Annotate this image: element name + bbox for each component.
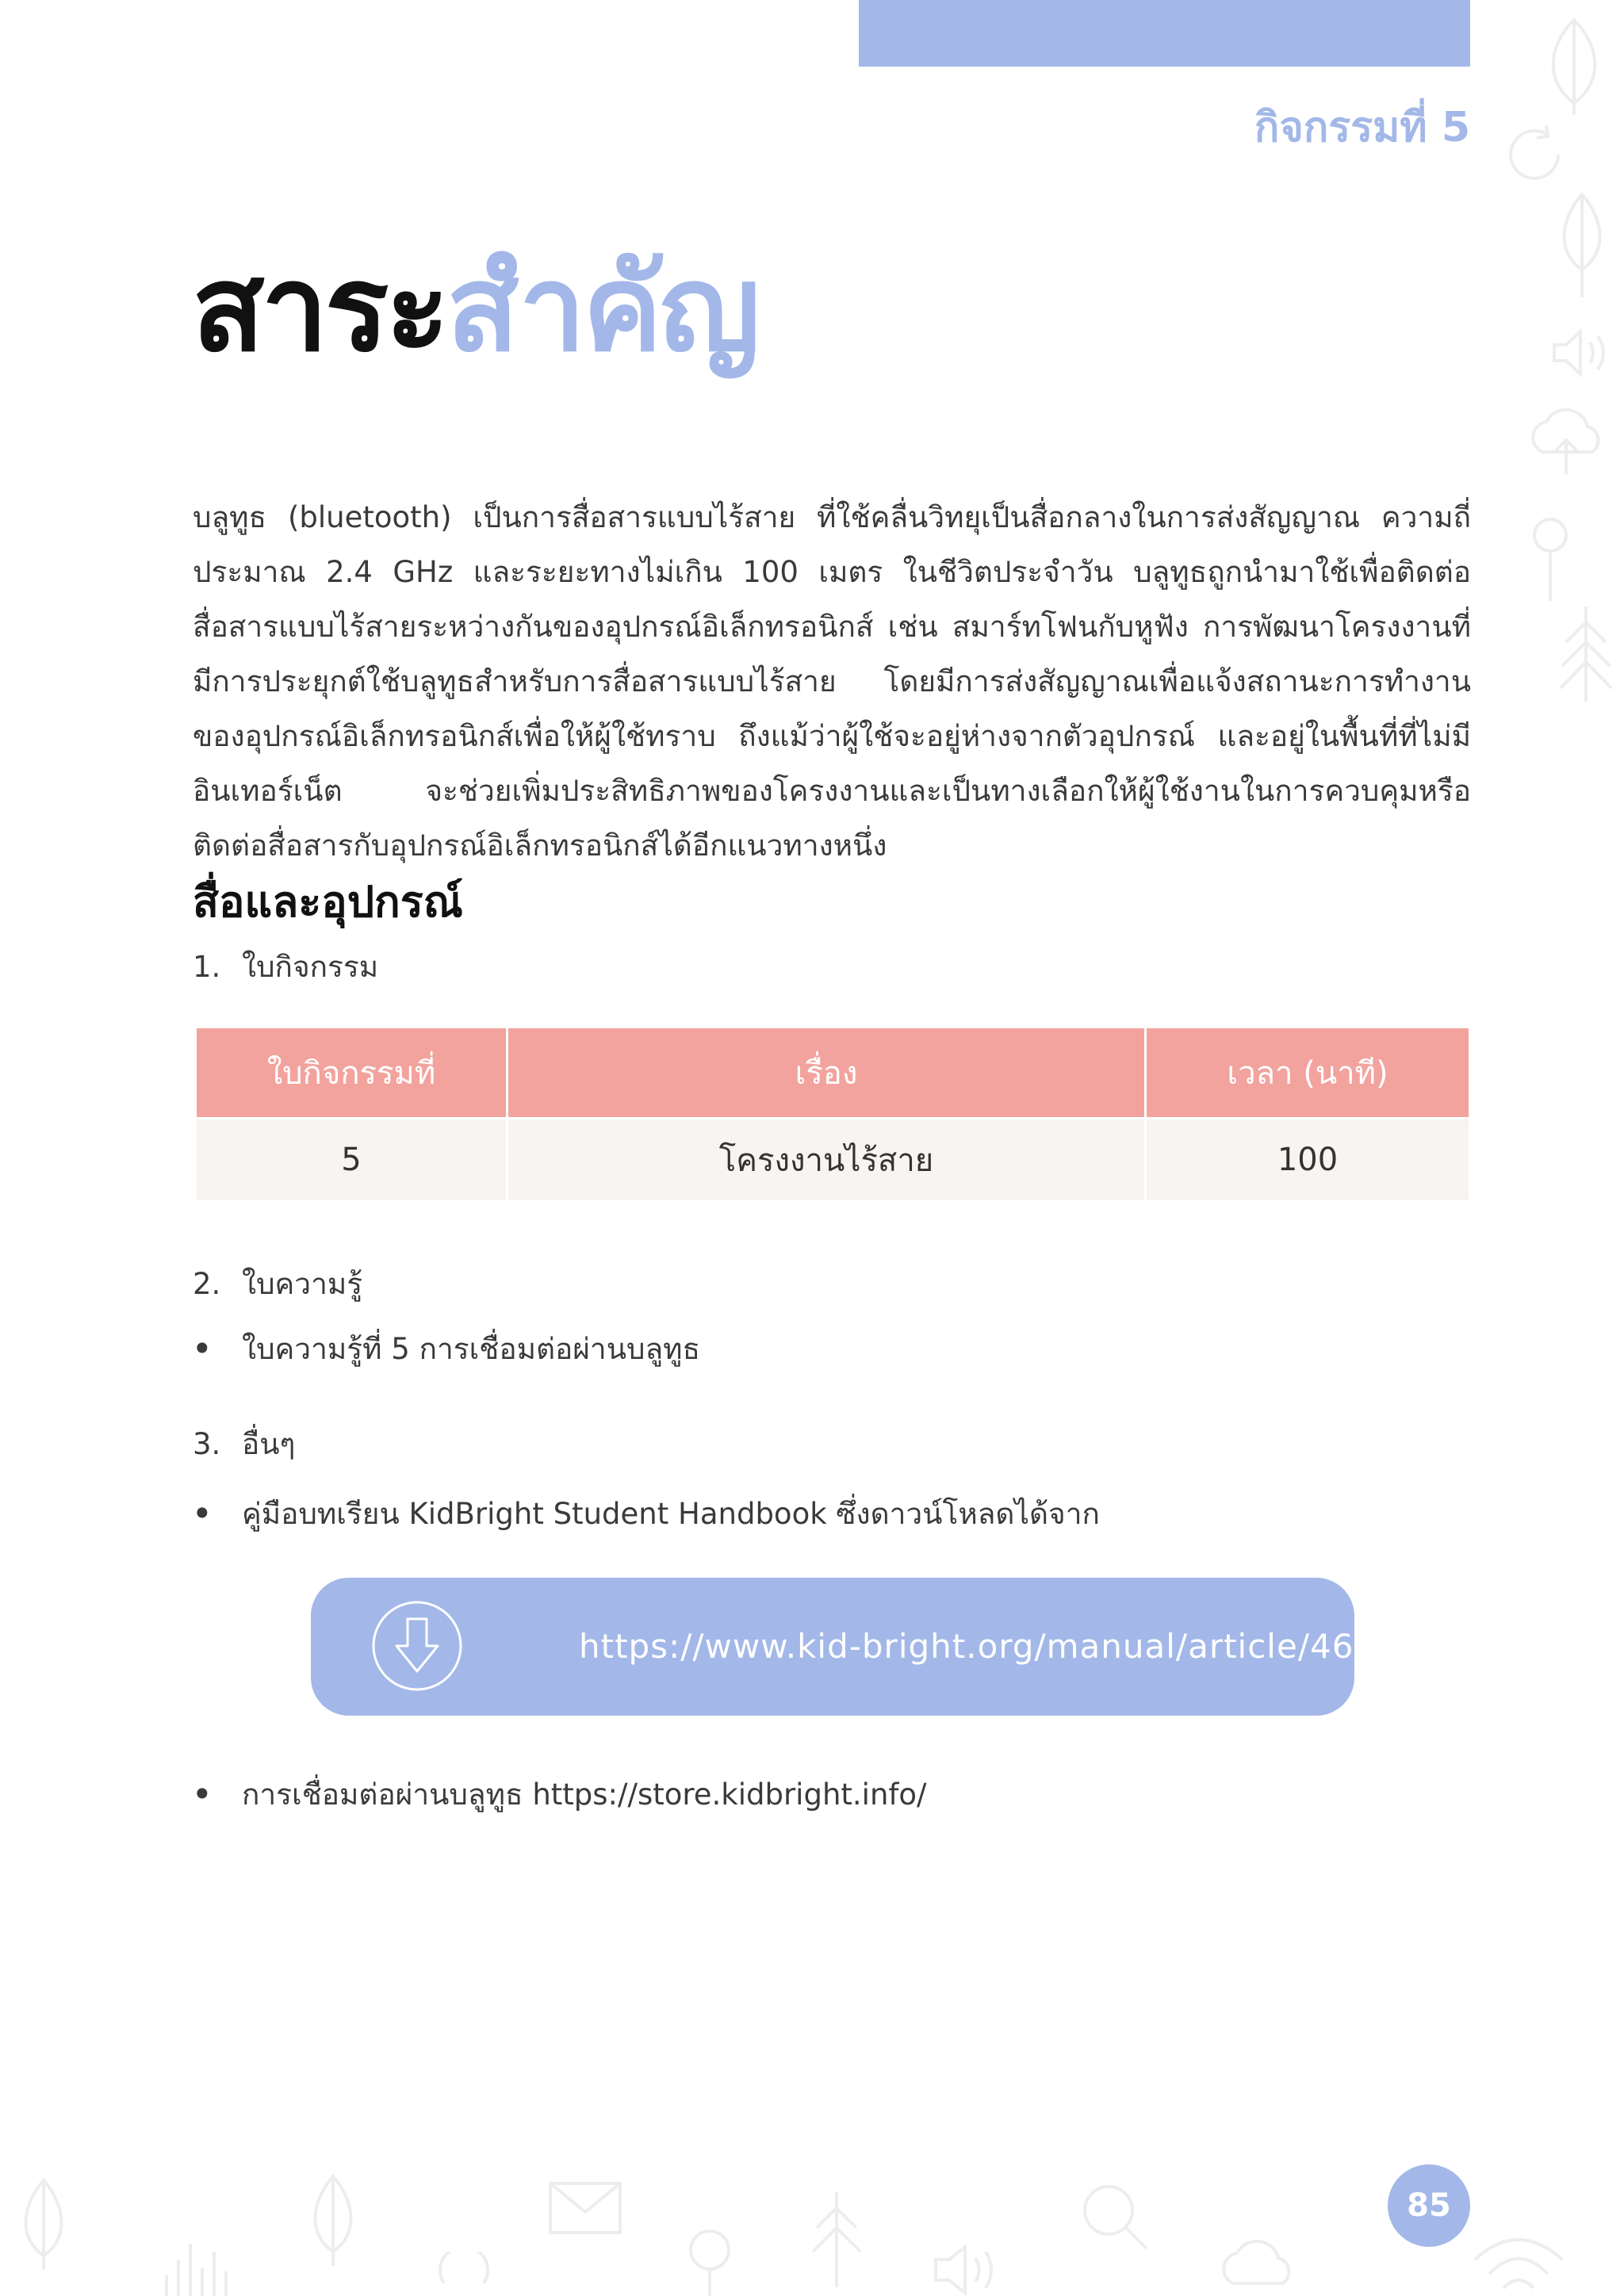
list-item-others (193, 1421, 295, 1468)
bar-chart-icon (159, 2236, 246, 2296)
materials-heading: สื่อและอุปกรณ์ (193, 877, 463, 927)
title-part-black: สาระ (192, 240, 446, 378)
refresh-icon (428, 2252, 492, 2296)
leaf-icon (305, 2172, 361, 2267)
list-number: 3. (193, 1427, 221, 1461)
list-number: 2. (193, 1267, 221, 1301)
activity-label: กิจกรรมที่ 5 (1254, 104, 1470, 151)
table-cell: โครงงานไร้สาย (508, 1119, 1146, 1201)
title-part-blue: สำคัญ (446, 240, 757, 378)
table-row (197, 1119, 1469, 1201)
list-number: 1. (193, 950, 221, 984)
bullet-text: ใบความรู้ที่ 5 การเชื่อมต่อผ่านบลูทูธ (242, 1332, 701, 1366)
speaker-icon (932, 2244, 1011, 2296)
list-label: ใบความรู้ (242, 1267, 363, 1301)
bullet-bluetooth-store (193, 1771, 927, 1818)
page-title (192, 240, 757, 378)
top-accent-bar (859, 0, 1470, 67)
list-item-activity-sheet (193, 943, 378, 990)
mail-icon (547, 2180, 623, 2236)
list-label: ใบกิจกรรม (242, 950, 379, 984)
list-label: อื่นๆ (242, 1427, 296, 1461)
magnifier-icon (1078, 2180, 1150, 2252)
tree-icon (682, 2228, 737, 2296)
leaf-icon (1554, 190, 1610, 301)
leaf-icon (1538, 16, 1610, 119)
table-header-cell: ใบกิจกรรมที่ (197, 1028, 508, 1119)
table-header-cell: เวลา (นาที) (1146, 1028, 1469, 1119)
table-cell: 5 (197, 1119, 508, 1201)
bullet-dot: • (193, 1777, 212, 1812)
cloud-upload-icon (1213, 2236, 1300, 2296)
table-header-row (197, 1028, 1469, 1119)
tree-icon (1526, 515, 1574, 603)
table-header-cell: เรื่อง (508, 1028, 1146, 1119)
download-icon (371, 1600, 463, 1692)
bullet-dot: • (193, 1332, 212, 1366)
page-number: 85 (1388, 2164, 1470, 2247)
bullet-text: คู่มือบทเรียน KidBright Student Handbook ซึ่งดาวน์โหลดได้จาก (242, 1497, 1100, 1531)
leaf-icon (16, 2176, 71, 2271)
table-cell: 100 (1146, 1119, 1469, 1201)
speaker-icon (1550, 325, 1618, 381)
bullet-dot: • (193, 1497, 212, 1531)
pine-tree-icon (805, 2188, 868, 2291)
refresh-icon (1499, 119, 1570, 190)
list-item-knowledge-sheet (193, 1261, 362, 1307)
bullet-text[interactable]: การเชื่อมต่อผ่านบลูทูธ https://store.kidbright.info/ (242, 1777, 927, 1812)
download-url-link[interactable]: https://www.kid-bright.org/manual/article/46 (579, 1627, 1354, 1666)
pine-tree-icon (1554, 603, 1618, 706)
activity-table (197, 1028, 1469, 1200)
download-link-box[interactable] (311, 1578, 1354, 1716)
bullet-knowledge-sheet-5 (193, 1326, 700, 1372)
cloud-upload-icon (1522, 404, 1610, 476)
intro-paragraph: บลูทูธ (bluetooth) เป็นการสื่อสารแบบไร้สาย ที่ใช้คลื่นวิทยุเป็นสื่อกลางในการส่งสัญญาณ ความถี่ประมาณ 2.4 GHz และระยะทางไม่เกิน 100 เมตร ในชีวิตประจำวัน บลูทูธถูกนำมาใช้เพื่อติดต่อสื่อสารแบบไร้สายระหว่างกันของอุปกรณ์อิเล็กทรอนิกส์ เช่น สมาร์ทโฟนกับหูฟัง การพัฒนาโครงงานที่มีการประยุกต์ใช้บลูทูธสำหรับการสื่อสารแบบไร้สาย โดยมีการส่งสัญญาณเพื่อแจ้งสถานะการทำงานของอุปกรณ์อิเล็กทรอนิกส์เพื่อให้ผู้ใช้ทราบ ถึงแม้ว่าผู้ใช้จะอยู่ห่างจากตัวอุปกรณ์ และอยู่ในพื้นที่ที่ไม่มีอินเทอร์เน็ต จะช่วยเพิ่มประสิทธิภาพของโครงงานและเป็นทางเลือกให้ผู้ใช้งานในการควบคุมหรือติดต่อสื่อสารกับอุปกรณ์อิเล็กทรอนิกส์ได้อีกแนวทางหนึ่ง (193, 500, 1471, 863)
wifi-icon (1467, 2228, 1570, 2296)
bullet-handbook (193, 1490, 1100, 1537)
